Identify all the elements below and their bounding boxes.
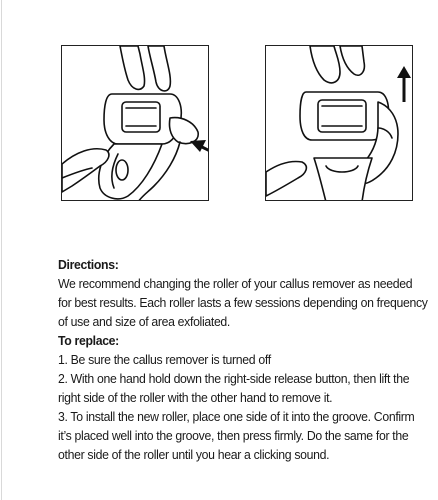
arrow-pointing-left-icon (190, 140, 209, 156)
directions-line: We recommend changing the roller of your callus remover as needed (58, 276, 413, 291)
step-line: other side of the roller until you hear a clicking sound. (58, 447, 330, 462)
roller-drum (318, 100, 366, 132)
lifting-finger-right (340, 46, 364, 75)
directions-line: for best results. Each roller lasts a few sessions depending on frequency (58, 295, 428, 310)
roller-drum (122, 102, 160, 132)
illustration-press-release-button (61, 45, 209, 201)
illustration-lift-roller (265, 45, 413, 201)
directions-heading: Directions: (58, 257, 119, 272)
step-line: 1. Be sure the callus remover is turned off (58, 352, 271, 367)
to-replace-heading: To replace: (58, 333, 119, 348)
instructions-text (58, 255, 428, 464)
faded-bottom-marks (150, 492, 310, 500)
arrow-up-icon (397, 66, 411, 102)
step-line: 2. With one hand hold down the right-side release button, then lift the (58, 371, 410, 386)
hand-holding-device-drawing (62, 46, 209, 201)
step-line: 3. To install the new roller, place one side of it into the groove. Confirm (58, 409, 415, 424)
lower-hand (266, 161, 306, 196)
lifting-finger-left (310, 46, 340, 83)
device-body (314, 158, 372, 201)
upper-finger-right (148, 46, 170, 91)
hand-lifting-roller-drawing (266, 46, 413, 201)
right-hand-thumb (169, 118, 198, 144)
step-line: it’s placed well into the groove, then press firmly. Do the same for the (58, 428, 409, 443)
directions-line: of use and size of area exfoliated. (58, 314, 231, 329)
step-line: right side of the roller with the other hand to remove it. (58, 390, 333, 405)
upper-finger-left (120, 46, 145, 89)
release-button (116, 160, 128, 180)
page-edge-line (1, 0, 2, 500)
